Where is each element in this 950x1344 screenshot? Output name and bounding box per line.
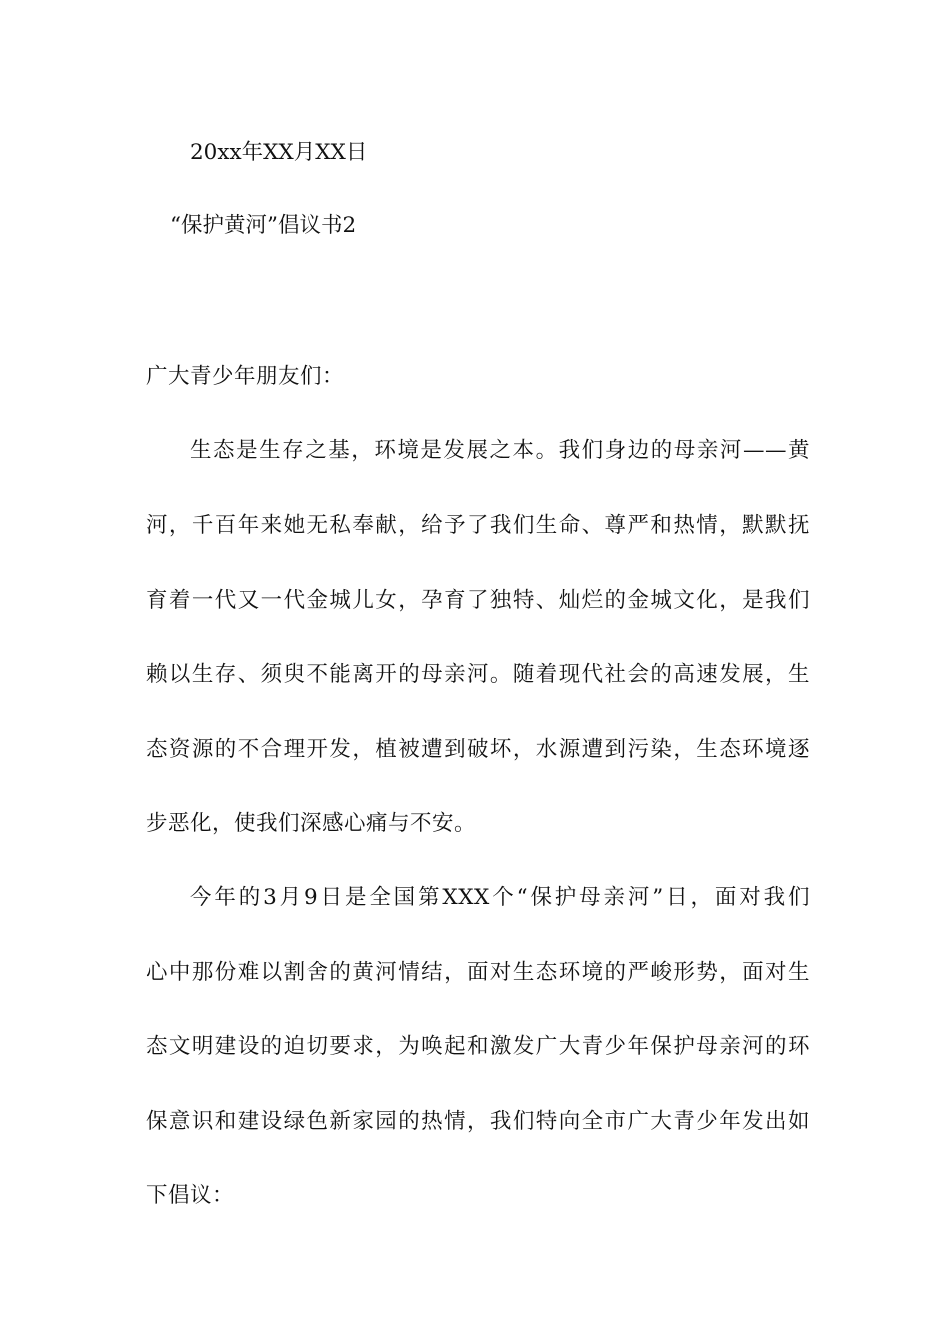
paragraph-1-line-2: 河，千百年来她无私奉献，给予了我们生命、尊严和热情，默默抚 <box>146 513 810 538</box>
paragraph-1-line-4: 赖以生存、须臾不能离开的母亲河。随着现代社会的高速发展，生 <box>146 662 810 687</box>
salutation: 广大青少年朋友们： <box>146 364 345 389</box>
paragraph-2-line-2: 心中那份难以割舍的黄河情结，面对生态环境的严峻形势，面对生 <box>146 960 810 985</box>
paragraph-2-line-1: 今年的3月9日是全国第XXX个“保护母亲河”日，面对我们 <box>190 885 810 910</box>
paragraph-2-line-3: 态文明建设的迫切要求，为唤起和激发广大青少年保护母亲河的环 <box>146 1034 810 1059</box>
paragraph-2-line-5: 下倡议： <box>146 1183 235 1208</box>
paragraph-1-line-1: 生态是生存之基，环境是发展之本。我们身边的母亲河——黄 <box>190 438 810 463</box>
document-date: 20xx年XX月XX日 <box>190 140 368 165</box>
paragraph-1-line-5: 态资源的不合理开发，植被遭到破坏，水源遭到污染，生态环境逐 <box>146 737 810 762</box>
paragraph-2-line-4: 保意识和建设绿色新家园的热情，我们特向全市广大青少年发出如 <box>146 1109 810 1134</box>
document-title: “保护黄河”倡议书2 <box>170 213 357 238</box>
paragraph-1-line-3: 育着一代又一代金城儿女，孕育了独特、灿烂的金城文化，是我们 <box>146 588 810 613</box>
paragraph-1-line-6: 步恶化，使我们深感心痛与不安。 <box>146 811 477 836</box>
